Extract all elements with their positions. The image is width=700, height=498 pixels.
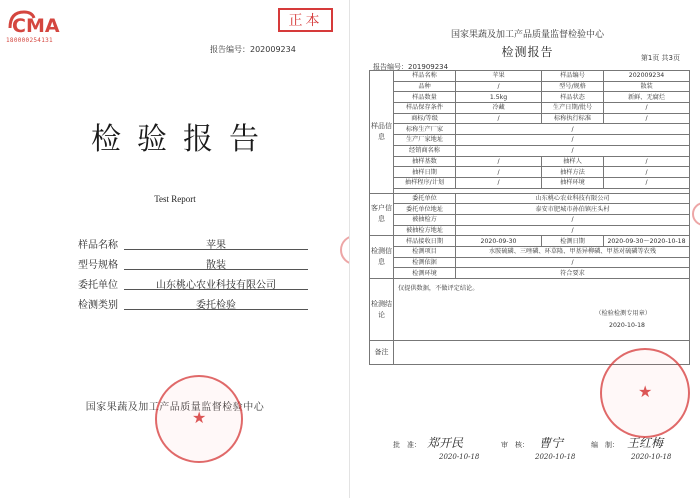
cell-value: 2020-09-30 [456,236,542,247]
review-signature: 曹宁 [539,436,564,450]
cell-value: 1.5kg [456,92,542,103]
test-report-page [355,0,700,498]
table-row [370,167,690,178]
table-row [370,214,690,225]
cell-value: / [604,167,690,178]
cell-label: 商标/等级 [394,113,456,124]
seal-star-icon: ★ [192,408,207,427]
cell-value: 202009234 [604,71,690,82]
cell-label: 检测日期 [542,236,604,247]
approve-signature: 郑开民 [427,436,464,450]
report-title: 检测报告 [501,45,554,59]
table-row [370,92,690,103]
cell-label: 型号/规格 [542,81,604,92]
cell-value: 水胺硫磷、三唑磷、环草隆、甲基异柳磷、甲基对硫磷等农残 [456,247,690,258]
approve-date: 2020-10-18 [439,453,480,461]
cell-value: / [456,113,542,124]
cell-label: 生产厂家地址 [394,135,456,146]
cell-label: 检测依据 [394,257,456,268]
table-row [370,145,690,156]
cell-value: / [604,156,690,167]
cell-value: / [456,124,690,135]
report-form-table [369,70,690,365]
cma-logo [6,8,66,52]
cell-value: / [456,214,690,225]
table-row [370,177,690,188]
table-row [370,113,690,124]
seal-star-icon: ★ [638,382,653,401]
cell-label: 样品名称 [394,71,456,82]
cell-value: 冷藏 [456,103,542,114]
cell-value: / [604,177,690,188]
cell-value: 泰安市肥城市孙伯镇庄头村 [456,204,690,215]
conclusion-stamp-label: （检验检测专用章） [595,310,651,318]
cell-label: 被抽检方 [394,214,456,225]
cell-label: 标称执行标准 [542,113,604,124]
cma-logo-text: CMA [12,15,60,37]
report-number-label: 报告编号： [210,45,250,54]
cell-value: / [456,225,690,236]
field-label: 委托单位 [78,280,118,291]
report-number: 报告编号：201909234 [373,63,449,71]
field-model-spec [78,256,308,272]
testing-seal [600,348,690,438]
table-row [370,124,690,135]
table-row [370,81,690,92]
cell-label: 抽样环境 [542,177,604,188]
cell-value: / [456,257,690,268]
cell-value: 山东桃心农业科技有限公司 [456,193,690,204]
field-value: 苹果 [124,236,308,250]
report-number-value: 202009234 [250,45,296,54]
field-value: 委托检验 [124,296,308,310]
page-indicator: 第1页 共3页 [640,54,680,62]
cell-label: 抽样人 [542,156,604,167]
cell-label: 被抽检方地址 [394,225,456,236]
table-row [370,257,690,268]
conclusion-cell [394,279,690,341]
official-seal [155,375,243,463]
cell-label: 样品保存条件 [394,103,456,114]
field-value: 山东桃心农业科技有限公司 [124,276,308,290]
cell-label: 样品数量 [394,92,456,103]
edit-date: 2020-10-18 [631,453,672,461]
issuing-institution: 国家果蔬及加工产品质量监督检验中心 [85,402,265,413]
cell-value: / [604,103,690,114]
cell-label: 检测项目 [394,247,456,258]
section-sample-info: 样品信息 [370,71,394,194]
field-sample-name [78,236,308,252]
cover-subtitle: Test Report [154,194,196,204]
table-row [370,156,690,167]
cell-value: 符合要求 [456,268,690,279]
table-row [370,135,690,146]
cell-label: 检测环境 [394,268,456,279]
field-label: 样品名称 [78,240,118,251]
cma-cert-number: 180000254131 [6,37,53,44]
table-row [370,279,690,341]
cell-value: / [456,145,690,156]
review-label: 审 核： [501,441,529,449]
cell-value: / [456,156,542,167]
section-remark: 备注 [370,341,394,365]
edit-signature: 王红梅 [627,436,664,450]
conclusion-date: 2020-10-18 [609,322,645,330]
table-row [370,103,690,114]
cell-label: 委托单位地址 [394,204,456,215]
cell-label: 样品接收日期 [394,236,456,247]
field-value: 散装 [124,256,308,270]
institution-header: 国家果蔬及加工产品质量监督检验中心 [450,30,604,40]
review-date: 2020-10-18 [535,453,576,461]
cell-label: 标称生产厂家 [394,124,456,135]
page-seam-seal [692,202,700,226]
original-stamp: 正本 [278,8,333,32]
table-row [370,247,690,258]
table-row [370,204,690,215]
cell-label: 抽样日期 [394,167,456,178]
cell-label: 抽样程序/计划 [394,177,456,188]
cell-label: 生产日期/批号 [542,103,604,114]
table-row [370,236,690,247]
cell-label: 抽样方法 [542,167,604,178]
page-seam-seal [340,235,350,265]
approve-label: 批 准： [393,441,421,449]
field-client [78,276,308,292]
cell-value: 2020-09-30～2020-10-18 [604,236,690,247]
section-conclusion: 检测结论 [370,279,394,341]
section-client-info: 客户信息 [370,193,394,236]
section-test-info: 检测信息 [370,236,394,279]
field-label: 型号规格 [78,260,118,271]
conclusion-text: 仅提供数据，不做评定结论。 [398,285,479,293]
cell-value: / [456,177,542,188]
field-label: 检测类别 [78,300,118,311]
table-row [370,193,690,204]
cell-value: 苹果 [456,71,542,82]
edit-label: 编 制： [591,441,619,449]
cell-value: / [456,135,690,146]
cell-label: 委托单位 [394,193,456,204]
cell-value: / [456,81,542,92]
cell-value: 散装 [604,81,690,92]
cell-label: 抽样基数 [394,156,456,167]
cell-label: 品种 [394,81,456,92]
cma-logo-icon [6,8,66,38]
field-test-type [78,296,308,312]
cell-value: 新鲜、无腐烂 [604,92,690,103]
table-row [370,225,690,236]
cover-title: 检验报告 [91,122,275,157]
table-row [370,71,690,82]
report-number [210,44,296,55]
cell-label: 样品编号 [542,71,604,82]
table-row [370,268,690,279]
cell-value: / [456,167,542,178]
cell-label: 样品状态 [542,92,604,103]
cell-label: 经销商名称 [394,145,456,156]
cell-value: / [604,113,690,124]
